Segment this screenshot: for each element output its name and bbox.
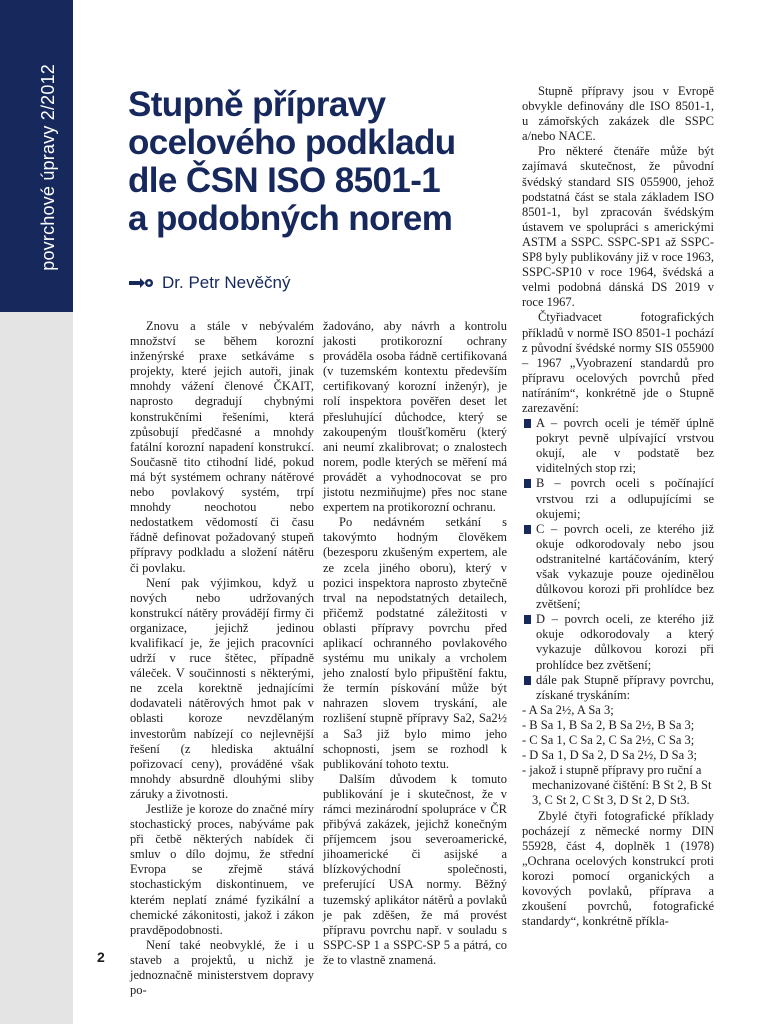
list-item: [522, 416, 714, 476]
text-column-3: [522, 84, 714, 929]
page-number: 2: [97, 949, 105, 965]
list-item: [522, 522, 714, 613]
text-column-2: [323, 319, 507, 968]
square-bullet-icon: [524, 479, 531, 488]
list-item-text: B – povrch oceli s počínající vrstvou rzi a odlupujícími se okujemi;: [536, 476, 714, 521]
list-item-text: dále pak Stupně přípravy povrchu, získané tryskáním:: [536, 672, 714, 702]
sidebar: [0, 0, 73, 1024]
text-column-1: [130, 319, 314, 998]
paragraph: Čtyřiadvacet fotografických příkladů v normě ISO 8501-1 pochází z původní švédské normy SIS 055900 – 1967 „Vyobrazení standardů pro přípravu ocelových povrchů před natíráním“, konkrétně jde o Stupně zarezavění:: [522, 310, 714, 415]
paragraph: Znovu a stále v nebývalém množství se během korozní inženýrské praxe setkáváme s projekty, které jejich autoři, jinak mnohdy vážení členové ČKAIT, naprosto degradují chybnými konstrukčními řešeními, která způsobují předčasné a mnohdy fatální korozní napadení konstrukcí. Současně tito ctihodní lidé, pokud má být systémem ochrany nátěrové nebo povlakový systém, trpí mnohdy neochotou nebo nedostatkem vědomostí či času řádně definovat požadovaný stupeň přípravy podkladu a složení nátěru či povlaku.: [130, 319, 314, 575]
list-item: - D Sa 1, D Sa 2, D Sa 2½, D Sa 3;: [522, 748, 697, 763]
title-line: Stupně přípravy: [128, 85, 386, 124]
preparation-grade-list: [522, 703, 714, 809]
rust-grade-list: [522, 416, 714, 703]
list-item-text: A – povrch oceli je téměř úplně pokryt pevně ulpívající vrstvou okují, ale v podstatě bez viditelných stop rzi;: [536, 416, 714, 476]
list-item-text: C – povrch oceli, ze kterého již okuje odkorodovaly nebo jsou odstranitelné kartáčováním, který však vykazuje pouze ojedinělou důlkovou korozi při prohlídce bez zvětšení;: [536, 521, 714, 612]
author-arrow-icon: [128, 276, 154, 290]
square-bullet-icon: [524, 676, 531, 685]
paragraph: Pro některé čtenáře může být zajímavá skutečnost, že původní švédský standard SIS 055900, jehož podstatná část se stala základem ISO 8501-1, byl zpracován švédským ústavem ve spolupráci s americkými ASTM a SSPC. SSPC-SP1 až SSPC-SP8 byly publikovány již v roce 1963, SSPC-SP10 v roce 1964, švédská a velmi podobná dánská DS 2019 v roce 1967.: [522, 144, 714, 310]
list-item: - jakož i stupně přípravy pro ruční a mechanizované čištění: B St 2, B St 3, C St 2, C St 3, D St 2, D St3.: [522, 763, 712, 808]
list-item: [522, 673, 714, 703]
paragraph: Dalším důvodem k tomuto publikování je i skutečnost, že v rámci mezinárodní spolupráce v ČR přibývá zakázek, jejichž konečným příjemcem jsou severoamerické, jihoamerické či asijské a blízkovýchodní společnosti, preferující USA normy. Běžný tuzemský aplikátor nátěrů a povlaků je pak zděšen, že má provést přípravu povrchu např. v souladu s SSPC-SP 1 a SSPC-SP 5 a pátrá, co že to vlastně znamená.: [323, 771, 507, 967]
paragraph: Po nedávném setkání s takovýmto hodným člověkem (bezesporu zkušeným expertem, ale ze zcela jiného oboru), který v pozici inspektora naprosto zbytečně trval na nepodstatných detailech, přičemž podstatné záležitosti v oblasti přípravy povrchu před aplikací ochranného povlakového systému mu unikaly a vrcholem jeho znalostí bylo připuštění faktu, že termín pískování může být nahrazen slovem tryskání, ale rozlišení stupně přípravy Sa2, Sa2½ a Sa3 již bylo mimo jeho schopnosti, jsem se rozhodl k publikování tohoto textu.: [323, 515, 507, 771]
author-name: Dr. Petr Nevěčný: [162, 273, 291, 292]
list-item: - C Sa 1, C Sa 2, C Sa 2½, C Sa 3;: [522, 733, 695, 748]
byline: [128, 273, 291, 293]
paragraph: Zbylé čtyři fotografické příklady pocházejí z německé normy DIN 55928, část 4, doplněk 1 (1978) „Ochrana ocelových konstrukcí proti korozi pomocí organických a kovových povlaků, příprava a zkoušení povrchů, fotografické standardy“, konkrétně příkla-: [522, 808, 714, 929]
journal-label-text: povrchové úpravy 2/2012: [38, 64, 58, 271]
square-bullet-icon: [524, 525, 531, 534]
paragraph: Není také neobvyklé, že i u staveb a projektů, u nichž je jednoznačně ministerstvem dopravy po-: [130, 937, 314, 998]
list-item: [522, 612, 714, 672]
list-item-text: D – povrch oceli, ze kterého již okuje odkorodovaly a který vykazuje důlkovou korozi při prohlídce bez zvětšení;: [536, 612, 714, 672]
paragraph: Jestliže je koroze do značné míry stochastický proces, nabýváme pak při četbě některých nabídek či smluv o dílo dojmu, že střední Evropa se zřejmě stává stochastickým diskontinuem, ve kterém neplatí známé fyzikální a chemické zákonitosti, jakož i zákon pravděpodobnosti.: [130, 802, 314, 937]
square-bullet-icon: [524, 419, 531, 428]
journal-label: [38, 64, 59, 271]
list-item: - A Sa 2½, A Sa 3;: [522, 702, 614, 717]
list-item: [522, 476, 714, 521]
journal-band: [0, 0, 73, 312]
title-line: dle ČSN ISO 8501-1: [128, 161, 441, 200]
title-line: a podobných norem: [128, 199, 453, 238]
paragraph: Není pak výjimkou, když u nových nebo udržovaných konstrukcí nátěry provádějí firmy či organizace, jejichž jedinou kvalifikací je, že jejich pracovníci udrží v ruce štětec, případně váleček. V součinnosti s některými, ne zcela korektně jednajícími dodavateli nátěrových hmot pak v oblasti koroze nevzdělaným investorům nabízejí co nejlevnější řešení (z hlediska aktuální pořizovací ceny), prováděné však mnohdy absurdně dlouhými sliby záruky a životnosti.: [130, 575, 314, 801]
title-line: ocelového podkladu: [128, 123, 456, 162]
paragraph: Stupně přípravy jsou v Evropě obvykle definovány dle ISO 8501-1, u zámořských zakázek dle SSPC a/nebo NACE.: [522, 84, 714, 144]
paragraph: žadováno, aby návrh a kontrolu jakosti protikorozní ochrany prováděla osoba řádně certifikovaná (v tuzemském kontextu především certifikovaný korozní inženýr), je rolí inspektora pověřen deset let přesluhující důchodce, který se zakoupeným tloušťkoměru (který ani neumí zkalibrovat; o znalostech norem, podle kterých se měření má provádět a vyhodnocovat se pro jistotu nezmiňujme) přes noc stane expertem na protikorozní ochranu.: [323, 319, 507, 515]
article-title: [128, 86, 513, 238]
square-bullet-icon: [524, 615, 531, 624]
list-item: - B Sa 1, B Sa 2, B Sa 2½, B Sa 3;: [522, 717, 695, 732]
